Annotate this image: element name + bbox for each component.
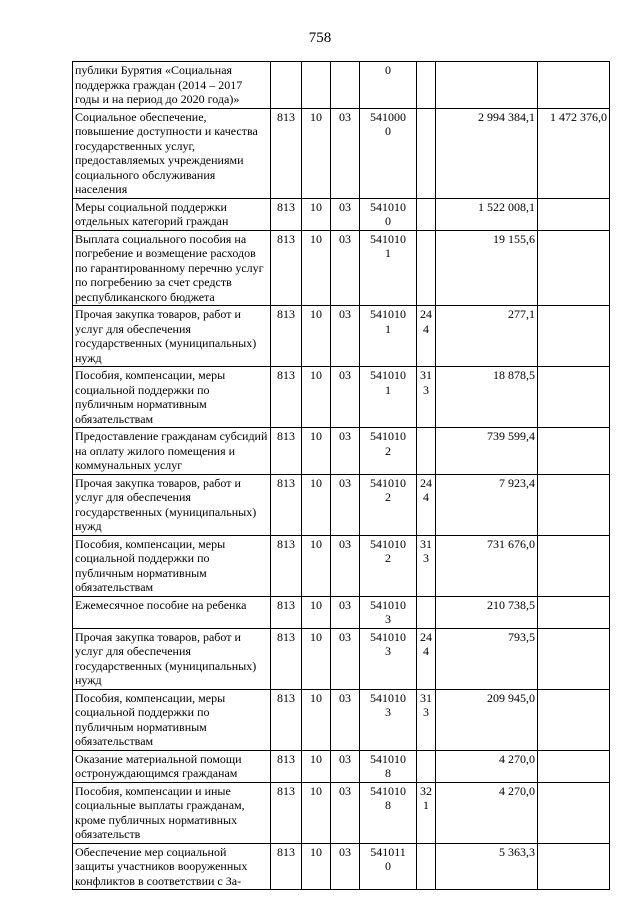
row-subsection-cell: 03 bbox=[331, 306, 360, 367]
row-target-article-cell: 541010 1 bbox=[360, 306, 417, 367]
table-row bbox=[73, 782, 610, 843]
row-expense-type-cell: 31 3 bbox=[417, 689, 436, 750]
row-expense-type-cell bbox=[417, 230, 436, 306]
budget-table-body bbox=[73, 62, 610, 890]
row-name-cell: Прочая закупка товаров, работ и услуг для обеспечения государственных (муниципальных) нужд bbox=[73, 628, 271, 689]
row-name-cell: Меры социальной поддержки отдельных категорий граждан bbox=[73, 198, 271, 230]
row-name-cell: Пособия, компенсации, меры социальной поддержки по публичным нормативным обязательствам bbox=[73, 367, 271, 428]
row-expense-type-cell bbox=[417, 198, 436, 230]
row-subsection-cell: 03 bbox=[331, 108, 360, 198]
row-grbs-cell: 813 bbox=[271, 750, 302, 782]
table-row bbox=[73, 750, 610, 782]
row-section-cell: 10 bbox=[302, 782, 331, 843]
row-amount-cell: 277,1 bbox=[436, 306, 538, 367]
row-amount-2-cell bbox=[538, 198, 610, 230]
row-grbs-cell: 813 bbox=[271, 843, 302, 890]
row-expense-type-cell: 32 1 bbox=[417, 782, 436, 843]
row-target-article-cell: 541010 2 bbox=[360, 535, 417, 596]
row-section-cell: 10 bbox=[302, 474, 331, 535]
row-section-cell bbox=[302, 62, 331, 109]
page-number: 758 bbox=[308, 30, 332, 46]
row-amount-2-cell bbox=[538, 535, 610, 596]
row-amount-2-cell bbox=[538, 230, 610, 306]
row-amount-cell: 739 599,4 bbox=[436, 428, 538, 475]
row-amount-2-cell bbox=[538, 62, 610, 109]
table-row bbox=[73, 535, 610, 596]
row-amount-cell: 7 923,4 bbox=[436, 474, 538, 535]
table-row bbox=[73, 596, 610, 628]
row-grbs-cell: 813 bbox=[271, 535, 302, 596]
row-name-cell: Ежемесячное пособие на ребенка bbox=[73, 596, 271, 628]
row-section-cell: 10 bbox=[302, 628, 331, 689]
row-expense-type-cell bbox=[417, 108, 436, 198]
table-row bbox=[73, 428, 610, 475]
row-expense-type-cell bbox=[417, 843, 436, 890]
row-grbs-cell: 813 bbox=[271, 782, 302, 843]
row-grbs-cell: 813 bbox=[271, 230, 302, 306]
table-row bbox=[73, 306, 610, 367]
row-section-cell: 10 bbox=[302, 198, 331, 230]
row-target-article-cell: 0 bbox=[360, 62, 417, 109]
row-subsection-cell: 03 bbox=[331, 198, 360, 230]
row-amount-cell: 4 270,0 bbox=[436, 750, 538, 782]
row-subsection-cell: 03 bbox=[331, 843, 360, 890]
row-amount-cell: 18 878,5 bbox=[436, 367, 538, 428]
row-grbs-cell: 813 bbox=[271, 108, 302, 198]
table-row bbox=[73, 108, 610, 198]
row-amount-2-cell bbox=[538, 428, 610, 475]
row-subsection-cell: 03 bbox=[331, 628, 360, 689]
row-name-cell: Прочая закупка товаров, работ и услуг для обеспечения государственных (муниципальных) нужд bbox=[73, 306, 271, 367]
row-amount-cell: 2 994 384,1 bbox=[436, 108, 538, 198]
row-name-cell: Прочая закупка товаров, работ и услуг для обеспечения государственных (муниципальных) нужд bbox=[73, 474, 271, 535]
row-grbs-cell: 813 bbox=[271, 198, 302, 230]
row-section-cell: 10 bbox=[302, 535, 331, 596]
row-expense-type-cell: 31 3 bbox=[417, 367, 436, 428]
table-row bbox=[73, 367, 610, 428]
row-section-cell: 10 bbox=[302, 230, 331, 306]
row-amount-2-cell bbox=[538, 628, 610, 689]
table-row bbox=[73, 62, 610, 109]
row-amount-cell: 1 522 008,1 bbox=[436, 198, 538, 230]
table-row bbox=[73, 628, 610, 689]
row-amount-2-cell: 1 472 376,0 bbox=[538, 108, 610, 198]
row-name-cell: Обеспечение мер социальной защиты участников вооруженных конфликтов в соответствии с За- bbox=[73, 843, 271, 890]
row-expense-type-cell: 24 4 bbox=[417, 306, 436, 367]
row-section-cell: 10 bbox=[302, 689, 331, 750]
row-subsection-cell: 03 bbox=[331, 750, 360, 782]
row-section-cell: 10 bbox=[302, 843, 331, 890]
row-subsection-cell: 03 bbox=[331, 428, 360, 475]
row-target-article-cell: 541010 2 bbox=[360, 474, 417, 535]
row-amount-cell: 4 270,0 bbox=[436, 782, 538, 843]
row-grbs-cell: 813 bbox=[271, 474, 302, 535]
row-name-cell: Пособия, компенсации, меры социальной поддержки по публичным нормативным обязательствам bbox=[73, 689, 271, 750]
row-target-article-cell: 541010 8 bbox=[360, 750, 417, 782]
row-amount-2-cell bbox=[538, 474, 610, 535]
row-grbs-cell: 813 bbox=[271, 596, 302, 628]
row-section-cell: 10 bbox=[302, 306, 331, 367]
table-row bbox=[73, 198, 610, 230]
row-expense-type-cell bbox=[417, 750, 436, 782]
budget-table bbox=[72, 61, 610, 890]
row-name-cell: Предоставление гражданам субсидий на оплату жилого помещения и коммунальных услуг bbox=[73, 428, 271, 475]
row-target-article-cell: 541010 3 bbox=[360, 596, 417, 628]
row-expense-type-cell: 24 4 bbox=[417, 474, 436, 535]
row-subsection-cell: 03 bbox=[331, 596, 360, 628]
table-row bbox=[73, 474, 610, 535]
row-amount-cell: 5 363,3 bbox=[436, 843, 538, 890]
row-section-cell: 10 bbox=[302, 428, 331, 475]
row-expense-type-cell bbox=[417, 428, 436, 475]
row-amount-cell: 209 945,0 bbox=[436, 689, 538, 750]
row-subsection-cell: 03 bbox=[331, 474, 360, 535]
row-target-article-cell: 541010 8 bbox=[360, 782, 417, 843]
row-expense-type-cell: 31 3 bbox=[417, 535, 436, 596]
row-name-cell: Социальное обеспечение, повышение доступности и качества государственных услуг, предоставляемых учреждениями социального обслуживания населения bbox=[73, 108, 271, 198]
row-target-article-cell: 541010 2 bbox=[360, 428, 417, 475]
row-target-article-cell: 541010 3 bbox=[360, 689, 417, 750]
row-grbs-cell: 813 bbox=[271, 367, 302, 428]
row-grbs-cell: 813 bbox=[271, 306, 302, 367]
row-expense-type-cell bbox=[417, 62, 436, 109]
row-target-article-cell: 541010 1 bbox=[360, 230, 417, 306]
table-row bbox=[73, 843, 610, 890]
row-target-article-cell: 541011 0 bbox=[360, 843, 417, 890]
row-subsection-cell: 03 bbox=[331, 535, 360, 596]
row-amount-2-cell bbox=[538, 367, 610, 428]
row-expense-type-cell bbox=[417, 596, 436, 628]
table-row bbox=[73, 230, 610, 306]
row-amount-cell: 19 155,6 bbox=[436, 230, 538, 306]
row-name-cell: Оказание материальной помощи остронуждающимся гражданам bbox=[73, 750, 271, 782]
row-amount-2-cell bbox=[538, 750, 610, 782]
row-grbs-cell bbox=[271, 62, 302, 109]
row-subsection-cell: 03 bbox=[331, 230, 360, 306]
row-name-cell: Выплата социального пособия на погребение и возмещение расходов по гарантированному перечню услуг по погребению за счет средств республиканского бюджета bbox=[73, 230, 271, 306]
row-amount-cell: 793,5 bbox=[436, 628, 538, 689]
row-amount-cell: 210 738,5 bbox=[436, 596, 538, 628]
row-amount-cell: 731 676,0 bbox=[436, 535, 538, 596]
row-name-cell: публики Бурятия «Социальная поддержка граждан (2014 – 2017 годы и на период до 2020 года)» bbox=[73, 62, 271, 109]
row-amount-2-cell bbox=[538, 689, 610, 750]
row-section-cell: 10 bbox=[302, 367, 331, 428]
row-amount-2-cell bbox=[538, 782, 610, 843]
row-amount-2-cell bbox=[538, 843, 610, 890]
row-subsection-cell: 03 bbox=[331, 782, 360, 843]
row-section-cell: 10 bbox=[302, 108, 331, 198]
row-target-article-cell: 541010 3 bbox=[360, 628, 417, 689]
row-target-article-cell: 541010 0 bbox=[360, 198, 417, 230]
row-grbs-cell: 813 bbox=[271, 689, 302, 750]
row-name-cell: Пособия, компенсации, меры социальной поддержки по публичным нормативным обязательствам bbox=[73, 535, 271, 596]
row-amount-2-cell bbox=[538, 306, 610, 367]
row-amount-cell bbox=[436, 62, 538, 109]
row-subsection-cell bbox=[331, 62, 360, 109]
row-grbs-cell: 813 bbox=[271, 428, 302, 475]
table-row bbox=[73, 689, 610, 750]
row-section-cell: 10 bbox=[302, 596, 331, 628]
row-name-cell: Пособия, компенсации и иные социальные выплаты гражданам, кроме публичных нормативных обязательств bbox=[73, 782, 271, 843]
row-section-cell: 10 bbox=[302, 750, 331, 782]
row-target-article-cell: 541010 1 bbox=[360, 367, 417, 428]
row-grbs-cell: 813 bbox=[271, 628, 302, 689]
row-amount-2-cell bbox=[538, 596, 610, 628]
row-expense-type-cell: 24 4 bbox=[417, 628, 436, 689]
row-subsection-cell: 03 bbox=[331, 689, 360, 750]
row-target-article-cell: 541000 0 bbox=[360, 108, 417, 198]
row-subsection-cell: 03 bbox=[331, 367, 360, 428]
